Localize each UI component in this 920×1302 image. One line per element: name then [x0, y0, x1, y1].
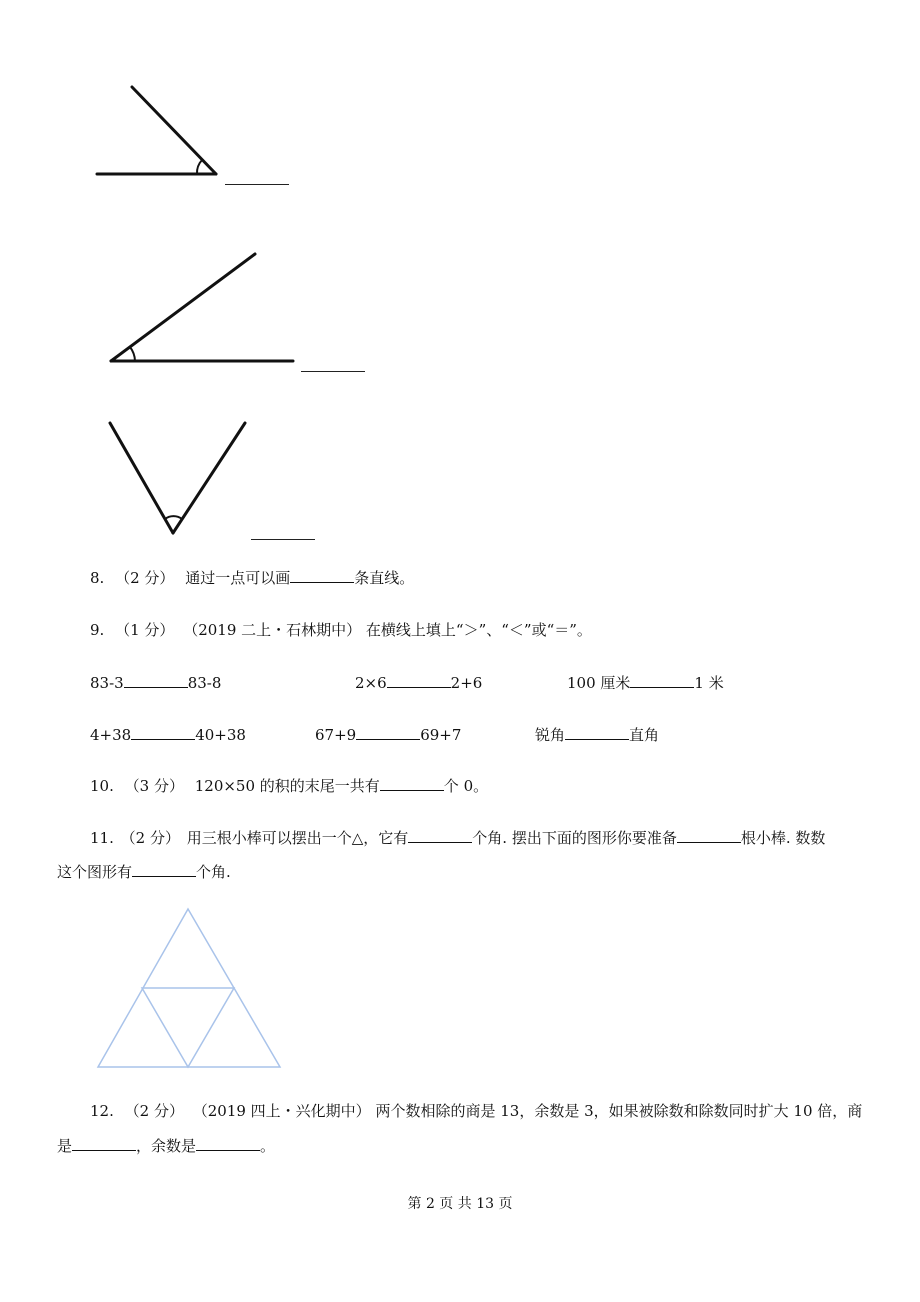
compare-left: 83-3	[90, 674, 124, 692]
compare-left: 100 厘米	[567, 674, 631, 692]
compare-left: 2×6	[355, 674, 387, 692]
answer-blank[interactable]	[196, 1136, 260, 1151]
compare-right: 83-8	[187, 674, 222, 692]
question-text: 个角.	[196, 863, 231, 881]
question-score: （2 分）	[120, 829, 180, 847]
question-score: （3 分）	[124, 777, 184, 795]
question-source: （2019 四上・兴化期中）	[192, 1102, 371, 1120]
answer-blank[interactable]	[72, 1136, 136, 1151]
question-text: 这个图形有	[57, 863, 133, 881]
compare-left: 锐角	[535, 726, 566, 744]
question-number: 8.	[90, 569, 105, 587]
question-text: 个 0。	[443, 777, 489, 795]
question-source: （2019 二上・石林期中）	[183, 621, 362, 639]
question-12	[90, 1101, 862, 1121]
question-score: （1 分）	[115, 621, 175, 639]
question-number: 9.	[90, 621, 105, 639]
compare-left: 4+38	[90, 726, 132, 744]
question-score: （2 分）	[124, 1102, 184, 1120]
question-text: 根小棒. 数数	[740, 829, 826, 847]
compare-right: 69+7	[420, 726, 462, 744]
question-text: 条直线。	[354, 569, 415, 587]
question-text: 通过一点可以画	[185, 569, 291, 587]
question-score: （2 分）	[115, 569, 175, 587]
compare-right: 1 米	[694, 674, 724, 692]
question-12-continued	[57, 1136, 275, 1156]
compare-right: 2+6	[450, 674, 483, 692]
question-text: 用三根小棒可以摆出一个△，它有	[186, 829, 409, 847]
page-footer: 第 2 页 共 13 页	[407, 1196, 513, 1212]
question-text: 个角. 摆出下面的图形你要准备	[472, 829, 677, 847]
question-text: ，余数是	[136, 1137, 197, 1155]
question-number: 12.	[90, 1102, 114, 1120]
question-text: 两个数相除的商是 13，余数是 3，如果被除数和除数同时扩大 10 倍，商	[375, 1102, 863, 1120]
compare-left: 67+9	[315, 726, 357, 744]
question-number: 11.	[90, 829, 114, 847]
question-text: 120×50 的积的末尾一共有	[194, 777, 380, 795]
question-number: 10.	[90, 777, 114, 795]
question-text: 。	[260, 1137, 276, 1155]
compare-right: 直角	[629, 726, 660, 744]
question-text: 是	[57, 1137, 73, 1155]
compare-right: 40+38	[195, 726, 246, 744]
question-text: 在横线上填上“＞”、“＜”或“＝”。	[365, 621, 592, 639]
